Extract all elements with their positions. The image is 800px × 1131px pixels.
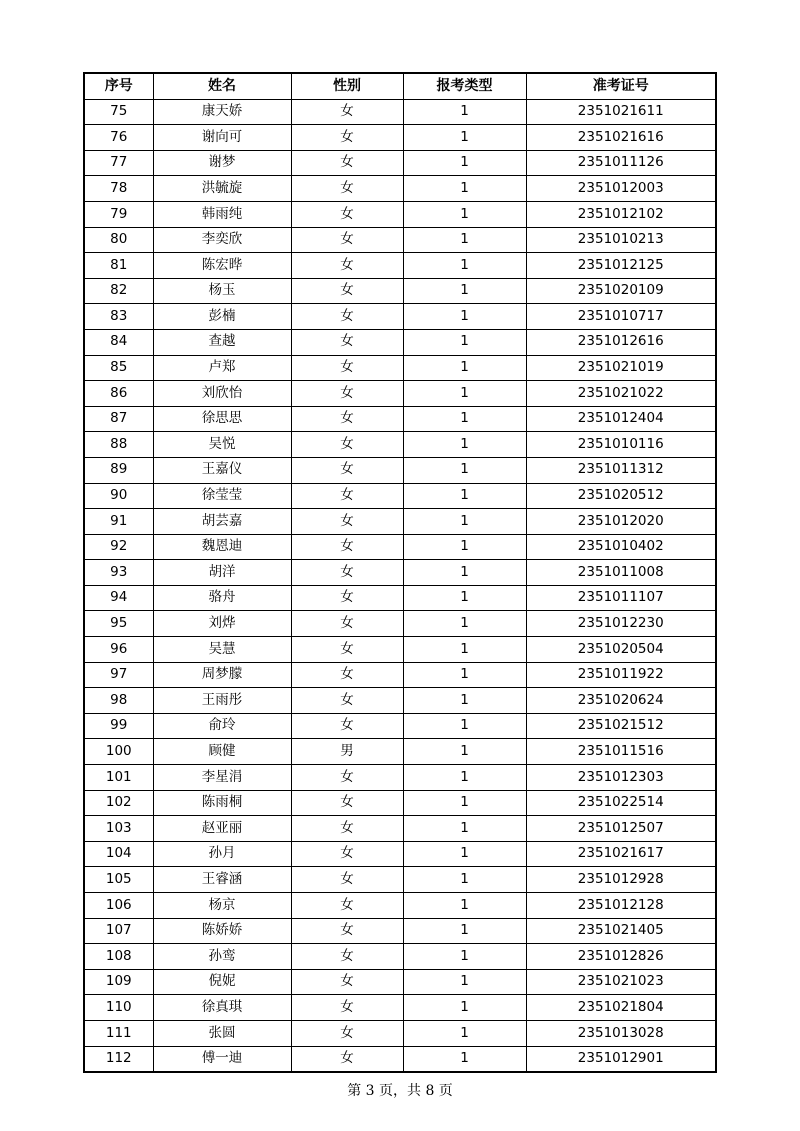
cell-exam-type: 1 — [403, 713, 526, 739]
cell-seq: 105 — [84, 867, 153, 893]
cell-name: 李星涓 — [153, 765, 291, 791]
cell-ticket-number: 2351012128 — [526, 893, 716, 919]
cell-gender: 女 — [291, 585, 403, 611]
cell-ticket-number: 2351012616 — [526, 329, 716, 355]
cell-exam-type: 1 — [403, 637, 526, 663]
table-row — [84, 560, 716, 586]
cell-name: 倪妮 — [153, 969, 291, 995]
cell-seq: 90 — [84, 483, 153, 509]
table-row — [84, 176, 716, 202]
table-row — [84, 918, 716, 944]
cell-seq: 87 — [84, 406, 153, 432]
cell-gender: 女 — [291, 534, 403, 560]
cell-exam-type: 1 — [403, 329, 526, 355]
cell-ticket-number: 2351011107 — [526, 585, 716, 611]
table-row — [84, 790, 716, 816]
cell-seq: 107 — [84, 918, 153, 944]
cell-exam-type: 1 — [403, 125, 526, 151]
cell-exam-type: 1 — [403, 509, 526, 535]
table-row — [84, 765, 716, 791]
cell-exam-type: 1 — [403, 406, 526, 432]
table-row — [84, 637, 716, 663]
cell-ticket-number: 2351021023 — [526, 969, 716, 995]
cell-seq: 101 — [84, 765, 153, 791]
cell-gender: 女 — [291, 637, 403, 663]
table-row — [84, 99, 716, 125]
cell-exam-type: 1 — [403, 944, 526, 970]
cell-exam-type: 1 — [403, 867, 526, 893]
cell-seq: 110 — [84, 995, 153, 1021]
cell-seq: 83 — [84, 304, 153, 330]
cell-name: 杨玉 — [153, 278, 291, 304]
cell-gender: 女 — [291, 969, 403, 995]
table-row — [84, 150, 716, 176]
cell-seq: 84 — [84, 329, 153, 355]
cell-ticket-number: 2351022514 — [526, 790, 716, 816]
table-row — [84, 304, 716, 330]
cell-seq: 109 — [84, 969, 153, 995]
cell-name: 胡洋 — [153, 560, 291, 586]
cell-gender: 女 — [291, 201, 403, 227]
cell-name: 康天娇 — [153, 99, 291, 125]
cell-exam-type: 1 — [403, 790, 526, 816]
cell-name: 吴悦 — [153, 432, 291, 458]
cell-name: 徐思思 — [153, 406, 291, 432]
cell-ticket-number: 2351021019 — [526, 355, 716, 381]
cell-name: 孙鸾 — [153, 944, 291, 970]
cell-name: 陈娇娇 — [153, 918, 291, 944]
cell-gender: 女 — [291, 893, 403, 919]
cell-ticket-number: 2351010213 — [526, 227, 716, 253]
cell-name: 谢梦 — [153, 150, 291, 176]
table-row — [84, 688, 716, 714]
cell-seq: 80 — [84, 227, 153, 253]
cell-name: 刘烨 — [153, 611, 291, 637]
cell-seq: 91 — [84, 509, 153, 535]
cell-seq: 97 — [84, 662, 153, 688]
header-ticket-number: 准考证号 — [526, 73, 716, 99]
cell-exam-type: 1 — [403, 432, 526, 458]
cell-seq: 77 — [84, 150, 153, 176]
cell-ticket-number: 2351011126 — [526, 150, 716, 176]
cell-gender: 女 — [291, 381, 403, 407]
cell-seq: 86 — [84, 381, 153, 407]
cell-ticket-number: 2351012125 — [526, 253, 716, 279]
cell-name: 骆舟 — [153, 585, 291, 611]
cell-ticket-number: 2351021405 — [526, 918, 716, 944]
cell-ticket-number: 2351021616 — [526, 125, 716, 151]
cell-exam-type: 1 — [403, 150, 526, 176]
cell-name: 顾健 — [153, 739, 291, 765]
table-row — [84, 944, 716, 970]
cell-exam-type: 1 — [403, 688, 526, 714]
cell-exam-type: 1 — [403, 560, 526, 586]
cell-gender: 女 — [291, 99, 403, 125]
cell-gender: 女 — [291, 509, 403, 535]
cell-gender: 女 — [291, 253, 403, 279]
cell-ticket-number: 2351021512 — [526, 713, 716, 739]
cell-name: 陈雨桐 — [153, 790, 291, 816]
cell-ticket-number: 2351012230 — [526, 611, 716, 637]
cell-ticket-number: 2351011516 — [526, 739, 716, 765]
cell-seq: 104 — [84, 841, 153, 867]
table-row — [84, 1046, 716, 1072]
cell-ticket-number: 2351012003 — [526, 176, 716, 202]
table-row — [84, 253, 716, 279]
table-row — [84, 816, 716, 842]
cell-ticket-number: 2351021617 — [526, 841, 716, 867]
cell-exam-type: 1 — [403, 483, 526, 509]
cell-name: 杨京 — [153, 893, 291, 919]
cell-exam-type: 1 — [403, 893, 526, 919]
cell-name: 徐真琪 — [153, 995, 291, 1021]
table-header — [84, 73, 716, 99]
cell-exam-type: 1 — [403, 739, 526, 765]
cell-name: 赵亚丽 — [153, 816, 291, 842]
cell-seq: 94 — [84, 585, 153, 611]
cell-gender: 女 — [291, 432, 403, 458]
cell-gender: 女 — [291, 918, 403, 944]
cell-seq: 82 — [84, 278, 153, 304]
cell-gender: 女 — [291, 1020, 403, 1046]
header-exam-type: 报考类型 — [403, 73, 526, 99]
cell-gender: 女 — [291, 483, 403, 509]
cell-name: 刘欣怡 — [153, 381, 291, 407]
cell-exam-type: 1 — [403, 841, 526, 867]
table-row — [84, 713, 716, 739]
table-row — [84, 585, 716, 611]
cell-ticket-number: 2351011922 — [526, 662, 716, 688]
cell-ticket-number: 2351010402 — [526, 534, 716, 560]
table-row — [84, 995, 716, 1021]
cell-name: 王雨彤 — [153, 688, 291, 714]
cell-ticket-number: 2351012303 — [526, 765, 716, 791]
cell-gender: 女 — [291, 688, 403, 714]
page-number: 第 3 页，共 8 页 — [347, 1083, 453, 1099]
cell-ticket-number: 2351020504 — [526, 637, 716, 663]
table-row — [84, 432, 716, 458]
cell-name: 彭楠 — [153, 304, 291, 330]
cell-exam-type: 1 — [403, 662, 526, 688]
header-seq: 序号 — [84, 73, 153, 99]
cell-seq: 111 — [84, 1020, 153, 1046]
cell-seq: 85 — [84, 355, 153, 381]
table-row — [84, 125, 716, 151]
cell-ticket-number: 2351012507 — [526, 816, 716, 842]
cell-gender: 女 — [291, 457, 403, 483]
cell-exam-type: 1 — [403, 969, 526, 995]
cell-seq: 108 — [84, 944, 153, 970]
cell-seq: 78 — [84, 176, 153, 202]
cell-exam-type: 1 — [403, 227, 526, 253]
cell-exam-type: 1 — [403, 1046, 526, 1072]
cell-gender: 女 — [291, 611, 403, 637]
candidate-table — [83, 72, 717, 1073]
cell-ticket-number: 2351012404 — [526, 406, 716, 432]
cell-exam-type: 1 — [403, 765, 526, 791]
cell-exam-type: 1 — [403, 816, 526, 842]
cell-exam-type: 1 — [403, 201, 526, 227]
table-row — [84, 662, 716, 688]
cell-exam-type: 1 — [403, 304, 526, 330]
cell-gender: 女 — [291, 227, 403, 253]
header-gender: 性别 — [291, 73, 403, 99]
cell-exam-type: 1 — [403, 995, 526, 1021]
cell-name: 王嘉仪 — [153, 457, 291, 483]
cell-name: 洪毓旋 — [153, 176, 291, 202]
cell-seq: 93 — [84, 560, 153, 586]
cell-ticket-number: 2351012020 — [526, 509, 716, 535]
cell-gender: 女 — [291, 713, 403, 739]
table-row — [84, 893, 716, 919]
table-row — [84, 534, 716, 560]
cell-exam-type: 1 — [403, 253, 526, 279]
cell-exam-type: 1 — [403, 585, 526, 611]
cell-ticket-number: 2351012102 — [526, 201, 716, 227]
cell-name: 韩雨纯 — [153, 201, 291, 227]
cell-gender: 女 — [291, 765, 403, 791]
cell-ticket-number: 2351010717 — [526, 304, 716, 330]
table-row — [84, 457, 716, 483]
cell-ticket-number: 2351020109 — [526, 278, 716, 304]
cell-ticket-number: 2351020624 — [526, 688, 716, 714]
cell-gender: 女 — [291, 304, 403, 330]
table-row — [84, 841, 716, 867]
cell-ticket-number: 2351013028 — [526, 1020, 716, 1046]
table-row — [84, 969, 716, 995]
cell-seq: 103 — [84, 816, 153, 842]
cell-name: 孙月 — [153, 841, 291, 867]
cell-name: 胡芸嘉 — [153, 509, 291, 535]
cell-seq: 76 — [84, 125, 153, 151]
cell-seq: 95 — [84, 611, 153, 637]
table-row — [84, 611, 716, 637]
cell-seq: 98 — [84, 688, 153, 714]
cell-exam-type: 1 — [403, 457, 526, 483]
cell-exam-type: 1 — [403, 99, 526, 125]
table-row — [84, 867, 716, 893]
table-row — [84, 1020, 716, 1046]
cell-exam-type: 1 — [403, 278, 526, 304]
cell-seq: 100 — [84, 739, 153, 765]
cell-seq: 89 — [84, 457, 153, 483]
cell-gender: 女 — [291, 176, 403, 202]
cell-seq: 96 — [84, 637, 153, 663]
cell-name: 王睿涵 — [153, 867, 291, 893]
cell-gender: 女 — [291, 790, 403, 816]
cell-name: 傅一迪 — [153, 1046, 291, 1072]
cell-exam-type: 1 — [403, 381, 526, 407]
cell-exam-type: 1 — [403, 1020, 526, 1046]
table-row — [84, 201, 716, 227]
cell-seq: 99 — [84, 713, 153, 739]
cell-name: 吴慧 — [153, 637, 291, 663]
table-row — [84, 509, 716, 535]
cell-gender: 女 — [291, 150, 403, 176]
cell-ticket-number: 2351011312 — [526, 457, 716, 483]
cell-seq: 88 — [84, 432, 153, 458]
cell-name: 周梦朦 — [153, 662, 291, 688]
cell-seq: 102 — [84, 790, 153, 816]
cell-ticket-number: 2351021022 — [526, 381, 716, 407]
table-row — [84, 406, 716, 432]
cell-gender: 女 — [291, 662, 403, 688]
cell-ticket-number: 2351021611 — [526, 99, 716, 125]
cell-name: 陈宏晔 — [153, 253, 291, 279]
header-name: 姓名 — [153, 73, 291, 99]
cell-ticket-number: 2351011008 — [526, 560, 716, 586]
cell-gender: 女 — [291, 944, 403, 970]
header-row — [84, 73, 716, 99]
cell-name: 谢向可 — [153, 125, 291, 151]
cell-gender: 女 — [291, 1046, 403, 1072]
cell-seq: 81 — [84, 253, 153, 279]
cell-ticket-number: 2351021804 — [526, 995, 716, 1021]
cell-gender: 女 — [291, 329, 403, 355]
cell-gender: 女 — [291, 867, 403, 893]
table-body — [84, 99, 716, 1072]
cell-gender: 女 — [291, 560, 403, 586]
cell-name: 俞玲 — [153, 713, 291, 739]
table-row — [84, 278, 716, 304]
cell-ticket-number: 2351020512 — [526, 483, 716, 509]
table-row — [84, 739, 716, 765]
cell-gender: 女 — [291, 406, 403, 432]
cell-seq: 106 — [84, 893, 153, 919]
cell-gender: 女 — [291, 841, 403, 867]
cell-exam-type: 1 — [403, 611, 526, 637]
cell-exam-type: 1 — [403, 355, 526, 381]
cell-gender: 女 — [291, 995, 403, 1021]
cell-name: 查越 — [153, 329, 291, 355]
cell-seq: 75 — [84, 99, 153, 125]
cell-gender: 男 — [291, 739, 403, 765]
cell-gender: 女 — [291, 125, 403, 151]
cell-ticket-number: 2351012826 — [526, 944, 716, 970]
cell-name: 徐莹莹 — [153, 483, 291, 509]
cell-name: 李奕欣 — [153, 227, 291, 253]
table-row — [84, 227, 716, 253]
cell-ticket-number: 2351010116 — [526, 432, 716, 458]
cell-gender: 女 — [291, 355, 403, 381]
cell-name: 魏恩迪 — [153, 534, 291, 560]
cell-ticket-number: 2351012901 — [526, 1046, 716, 1072]
cell-exam-type: 1 — [403, 176, 526, 202]
cell-name: 卢郑 — [153, 355, 291, 381]
cell-exam-type: 1 — [403, 918, 526, 944]
cell-seq: 92 — [84, 534, 153, 560]
table-row — [84, 483, 716, 509]
cell-exam-type: 1 — [403, 534, 526, 560]
cell-seq: 112 — [84, 1046, 153, 1072]
table-row — [84, 329, 716, 355]
table-row — [84, 355, 716, 381]
cell-name: 张圆 — [153, 1020, 291, 1046]
cell-ticket-number: 2351012928 — [526, 867, 716, 893]
cell-gender: 女 — [291, 278, 403, 304]
cell-gender: 女 — [291, 816, 403, 842]
cell-seq: 79 — [84, 201, 153, 227]
table-row — [84, 381, 716, 407]
